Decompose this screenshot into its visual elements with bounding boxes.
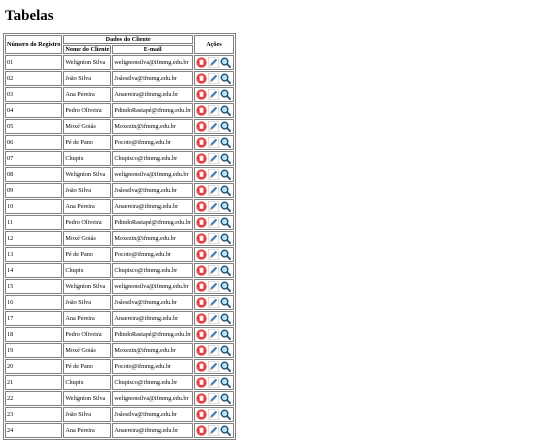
header-acoes: Ações <box>194 35 234 54</box>
acoes-cell <box>194 311 234 326</box>
registro-cell: 07 <box>5 151 62 166</box>
pencil-icon[interactable] <box>208 89 219 100</box>
registro-cell: 21 <box>5 375 62 390</box>
trash-icon[interactable] <box>196 89 207 100</box>
trash-icon[interactable] <box>196 313 207 324</box>
acoes-cell <box>194 263 234 278</box>
registro-cell: 14 <box>5 263 62 278</box>
table-row <box>5 103 234 118</box>
nome-cell: Pedro Oliveira <box>63 103 111 118</box>
registro-cell: 17 <box>5 311 62 326</box>
acoes-cell <box>194 231 234 246</box>
pencil-icon[interactable] <box>208 201 219 212</box>
trash-icon[interactable] <box>196 345 207 356</box>
nome-cell: Moxé Goiás <box>63 119 111 134</box>
trash-icon[interactable] <box>196 153 207 164</box>
magnifier-icon[interactable] <box>220 425 231 436</box>
pencil-icon[interactable] <box>208 217 219 228</box>
acoes-cell <box>194 135 234 150</box>
nome-cell: Moxé Goiás <box>63 231 111 246</box>
table-row <box>5 55 234 70</box>
email-cell: welignonsilva@ifmmg.edu.br <box>112 279 193 294</box>
pencil-icon[interactable] <box>208 409 219 420</box>
page-title: Tabelas <box>5 8 54 24</box>
registro-cell: 11 <box>5 215 62 230</box>
registro-cell: 19 <box>5 343 62 358</box>
nome-cell: Chupix <box>63 263 111 278</box>
pencil-icon[interactable] <box>208 57 219 68</box>
email-cell: Moxezin@ifmmg.edu.br <box>112 231 193 246</box>
email-cell: welignonsilva@ifmmg.edu.br <box>112 167 193 182</box>
acoes-cell <box>194 247 234 262</box>
magnifier-icon[interactable] <box>220 249 231 260</box>
magnifier-icon[interactable] <box>220 329 231 340</box>
header-registro: Número do Registro <box>5 35 62 54</box>
clients-table <box>3 33 236 440</box>
table-row <box>5 135 234 150</box>
acoes-cell <box>194 343 234 358</box>
table-row <box>5 279 234 294</box>
email-cell: Chupisco@ifmmg.edu.br <box>112 375 193 390</box>
email-cell: Anaereira@ifmmg.edu.br <box>112 87 193 102</box>
acoes-cell <box>194 87 234 102</box>
nome-cell: Pedro Oliveira <box>63 215 111 230</box>
pencil-icon[interactable] <box>208 265 219 276</box>
registro-cell: 20 <box>5 359 62 374</box>
pencil-icon[interactable] <box>208 313 219 324</box>
table-row <box>5 359 234 374</box>
pencil-icon[interactable] <box>208 121 219 132</box>
trash-icon[interactable] <box>196 217 207 228</box>
nome-cell: Pé de Pano <box>63 359 111 374</box>
table-row <box>5 375 234 390</box>
pencil-icon[interactable] <box>208 377 219 388</box>
nome-cell: Ana Pereira <box>63 311 111 326</box>
magnifier-icon[interactable] <box>220 73 231 84</box>
table-row <box>5 423 234 438</box>
table-row <box>5 311 234 326</box>
email-cell: Chupisco@ifmmg.edu.br <box>112 151 193 166</box>
email-cell: PdindoRastapé@ifmmg.edu.br <box>112 327 193 342</box>
email-cell: Pocoto@ifmmg.edu.br <box>112 247 193 262</box>
pencil-icon[interactable] <box>208 233 219 244</box>
acoes-cell <box>194 423 234 438</box>
acoes-cell <box>194 407 234 422</box>
acoes-cell <box>194 215 234 230</box>
magnifier-icon[interactable] <box>220 361 231 372</box>
table-row <box>5 119 234 134</box>
table-row <box>5 231 234 246</box>
acoes-cell <box>194 375 234 390</box>
trash-icon[interactable] <box>196 105 207 116</box>
email-cell: Anaereira@ifmmg.edu.br <box>112 311 193 326</box>
nome-cell: Ana Pereira <box>63 87 111 102</box>
registro-cell: 01 <box>5 55 62 70</box>
registro-cell: 05 <box>5 119 62 134</box>
registro-cell: 12 <box>5 231 62 246</box>
magnifier-icon[interactable] <box>220 393 231 404</box>
table-row <box>5 343 234 358</box>
acoes-cell <box>194 167 234 182</box>
acoes-cell <box>194 151 234 166</box>
nome-cell: Ana Pereira <box>63 423 111 438</box>
registro-cell: 24 <box>5 423 62 438</box>
trash-icon[interactable] <box>196 409 207 420</box>
nome-cell: Welignton Silva <box>63 55 111 70</box>
trash-icon[interactable] <box>196 425 207 436</box>
acoes-cell <box>194 279 234 294</box>
magnifier-icon[interactable] <box>220 345 231 356</box>
nome-cell: Moxé Goiás <box>63 343 111 358</box>
pencil-icon[interactable] <box>208 105 219 116</box>
pencil-icon[interactable] <box>208 329 219 340</box>
email-cell: Joãosilva@ifmmg.edu.br <box>112 295 193 310</box>
email-cell: PdindoRastapé@ifmmg.edu.br <box>112 103 193 118</box>
pencil-icon[interactable] <box>208 425 219 436</box>
nome-cell: Pedro Oliveira <box>63 327 111 342</box>
registro-cell: 18 <box>5 327 62 342</box>
magnifier-icon[interactable] <box>220 377 231 388</box>
table-row <box>5 199 234 214</box>
nome-cell: Chupix <box>63 375 111 390</box>
magnifier-icon[interactable] <box>220 201 231 212</box>
trash-icon[interactable] <box>196 201 207 212</box>
email-cell: Pocoto@ifmmg.edu.br <box>112 359 193 374</box>
magnifier-icon[interactable] <box>220 89 231 100</box>
table-row <box>5 71 234 86</box>
trash-icon[interactable] <box>196 393 207 404</box>
trash-icon[interactable] <box>196 329 207 340</box>
email-cell: Joãosilva@ifmmg.edu.br <box>112 71 193 86</box>
magnifier-icon[interactable] <box>220 105 231 116</box>
acoes-cell <box>194 183 234 198</box>
registro-cell: 02 <box>5 71 62 86</box>
table-row <box>5 391 234 406</box>
header-email: E-mail <box>112 45 193 54</box>
trash-icon[interactable] <box>196 169 207 180</box>
email-cell: Moxezin@ifmmg.edu.br <box>112 119 193 134</box>
nome-cell: João Silva <box>63 183 111 198</box>
trash-icon[interactable] <box>196 57 207 68</box>
header-dados-cliente: Dados do Cliente <box>63 35 193 44</box>
pencil-icon[interactable] <box>208 297 219 308</box>
registro-cell: 13 <box>5 247 62 262</box>
registro-cell: 10 <box>5 199 62 214</box>
magnifier-icon[interactable] <box>220 57 231 68</box>
trash-icon[interactable] <box>196 281 207 292</box>
registro-cell: 15 <box>5 279 62 294</box>
nome-cell: Pé de Pano <box>63 135 111 150</box>
email-cell: Anaereira@ifmmg.edu.br <box>112 423 193 438</box>
table-row <box>5 247 234 262</box>
pencil-icon[interactable] <box>208 137 219 148</box>
table-row <box>5 407 234 422</box>
magnifier-icon[interactable] <box>220 137 231 148</box>
table-row <box>5 327 234 342</box>
registro-cell: 09 <box>5 183 62 198</box>
pencil-icon[interactable] <box>208 361 219 372</box>
email-cell: PdindoRastapé@ifmmg.edu.br <box>112 215 193 230</box>
email-cell: welignonsilva@ifmmg.edu.br <box>112 55 193 70</box>
table-row <box>5 87 234 102</box>
pencil-icon[interactable] <box>208 249 219 260</box>
registro-cell: 23 <box>5 407 62 422</box>
header-nome: Nome do Cliente <box>65 46 110 53</box>
magnifier-icon[interactable] <box>220 185 231 196</box>
magnifier-icon[interactable] <box>220 265 231 276</box>
email-cell: Pocoto@ifmmg.edu.br <box>112 135 193 150</box>
trash-icon[interactable] <box>196 297 207 308</box>
nome-cell: Welignton Silva <box>63 279 111 294</box>
nome-cell: Chupix <box>63 151 111 166</box>
email-cell: Chupisco@ifmmg.edu.br <box>112 263 193 278</box>
registro-cell: 03 <box>5 87 62 102</box>
trash-icon[interactable] <box>196 73 207 84</box>
acoes-cell <box>194 359 234 374</box>
table-row <box>5 215 234 230</box>
trash-icon[interactable] <box>196 185 207 196</box>
trash-icon[interactable] <box>196 121 207 132</box>
trash-icon[interactable] <box>196 249 207 260</box>
table-row <box>5 151 234 166</box>
email-cell: Joãosilva@ifmmg.edu.br <box>112 183 193 198</box>
pencil-icon[interactable] <box>208 393 219 404</box>
registro-cell: 22 <box>5 391 62 406</box>
nome-cell: Welignton Silva <box>63 391 111 406</box>
magnifier-icon[interactable] <box>220 121 231 132</box>
trash-icon[interactable] <box>196 265 207 276</box>
pencil-icon[interactable] <box>208 73 219 84</box>
magnifier-icon[interactable] <box>220 297 231 308</box>
nome-cell: Welignton Silva <box>63 167 111 182</box>
acoes-cell <box>194 103 234 118</box>
magnifier-icon[interactable] <box>220 281 231 292</box>
pencil-icon[interactable] <box>208 185 219 196</box>
email-cell: Anaereira@ifmmg.edu.br <box>112 199 193 214</box>
registro-cell: 16 <box>5 295 62 310</box>
nome-cell: Ana Pereira <box>63 199 111 214</box>
table-row <box>5 295 234 310</box>
acoes-cell <box>194 199 234 214</box>
acoes-cell <box>194 327 234 342</box>
acoes-cell <box>194 119 234 134</box>
trash-icon[interactable] <box>196 377 207 388</box>
pencil-icon[interactable] <box>208 169 219 180</box>
acoes-cell <box>194 391 234 406</box>
trash-icon[interactable] <box>196 233 207 244</box>
email-cell: Joãosilva@ifmmg.edu.br <box>112 407 193 422</box>
registro-cell: 06 <box>5 135 62 150</box>
nome-cell: João Silva <box>63 407 111 422</box>
magnifier-icon[interactable] <box>220 217 231 228</box>
magnifier-icon[interactable] <box>220 233 231 244</box>
magnifier-icon[interactable] <box>220 409 231 420</box>
registro-cell: 04 <box>5 103 62 118</box>
registro-cell: 08 <box>5 167 62 182</box>
trash-icon[interactable] <box>196 361 207 372</box>
acoes-cell <box>194 71 234 86</box>
email-cell: welignonsilva@ifmmg.edu.br <box>112 391 193 406</box>
acoes-cell <box>194 55 234 70</box>
magnifier-icon[interactable] <box>220 313 231 324</box>
nome-cell: João Silva <box>63 71 111 86</box>
magnifier-icon[interactable] <box>220 153 231 164</box>
pencil-icon[interactable] <box>208 345 219 356</box>
nome-cell: Pé de Pano <box>63 247 111 262</box>
table-row <box>5 183 234 198</box>
table-row <box>5 263 234 278</box>
pencil-icon[interactable] <box>208 281 219 292</box>
pencil-icon[interactable] <box>208 153 219 164</box>
nome-cell: João Silva <box>63 295 111 310</box>
acoes-cell <box>194 295 234 310</box>
magnifier-icon[interactable] <box>220 169 231 180</box>
email-cell: Moxezin@ifmmg.edu.br <box>112 343 193 358</box>
table-row <box>5 167 234 182</box>
trash-icon[interactable] <box>196 137 207 148</box>
